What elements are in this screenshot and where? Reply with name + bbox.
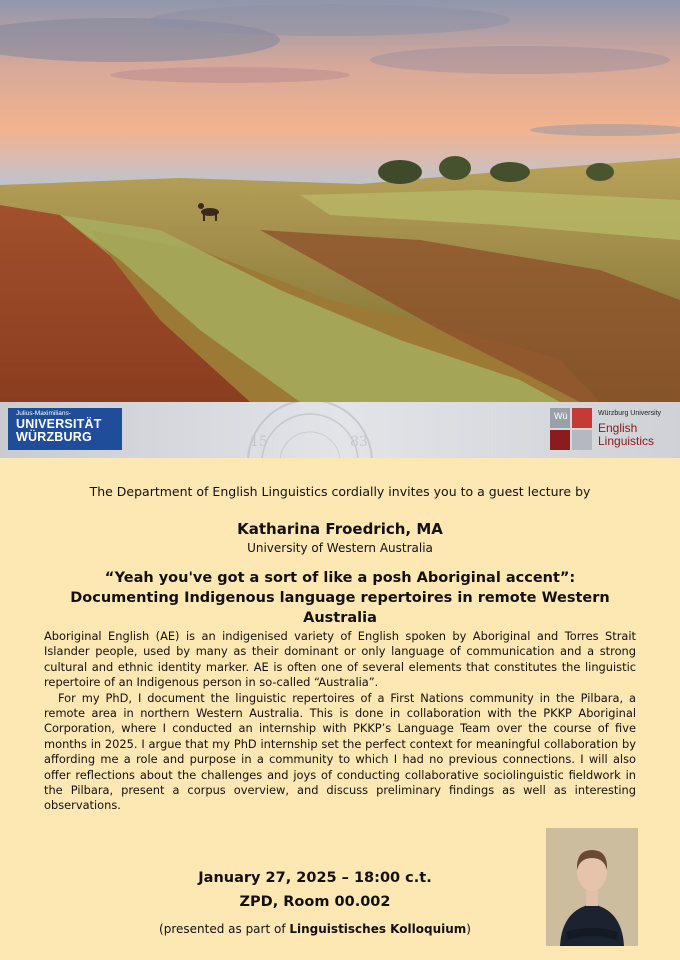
logo-english-text: English <box>598 421 638 435</box>
series-prefix: (presented as part of <box>159 922 290 936</box>
university-seal-watermark <box>150 402 470 458</box>
event-location: ZPD, Room 00.002 <box>239 894 391 910</box>
abstract-paragraph-2: For my PhD, I document the linguistic repertoires of a First Nations community in the Pilbara, a remote area in northern Western Australia. This is done in collaboration with the PKKP Aboriginal Corporation, where I conducted an internship with PKKP’s Language Team over the course of five months in 2025. I argue that my PhD internship set the perfect context for meaningful collaboration by affording me a role and purpose in a community to which I had no previous connections. I will also offer reflections about the challenges and joys of conducting collaborative sociolinguistic fieldwork in the Pilbara, present a corpus overview, and discuss preliminary findings as well as interesting observations. <box>44 690 636 813</box>
invitation-text: The Department of English Linguistics cordially invites you to a guest lecture by <box>89 484 591 499</box>
speaker-affiliation: University of Western Australia <box>247 541 433 555</box>
logo-mark-text: Wü <box>554 411 568 421</box>
hero-landscape-photo <box>0 0 680 402</box>
series-suffix: ) <box>466 922 471 936</box>
logo-linguistics-text: Linguistics <box>598 434 655 448</box>
university-wuerzburg-logo <box>8 408 122 450</box>
event-series <box>120 922 510 936</box>
series-name: Linguistisches Kolloquium <box>289 922 467 936</box>
university-logo-banner <box>0 402 680 458</box>
seal-year-left: 15 <box>250 434 268 450</box>
abstract-paragraph-1: Aboriginal English (AE) is an indigenised variety of English spoken by Aboriginal and Torres Strait Islander people, used by many as their dominant or only language of communication and a strong cultural and ethnic identity marker. AE is often one of several elements that constitutes the linguistic repertoire of an Indigenous person in so-called “Australia”. <box>44 629 636 690</box>
abstract <box>44 629 636 814</box>
english-linguistics-logo <box>550 408 674 454</box>
logo-university-text: Würzburg University <box>598 410 662 417</box>
logo-line-2: WÜRZBURG <box>16 430 92 444</box>
speaker-portrait-photo <box>546 828 638 946</box>
lecture-title <box>40 568 640 628</box>
logo-small-text: Julius-Maximilians- <box>16 410 71 417</box>
speaker-name: Katharina Froedrich, MA <box>237 520 443 538</box>
lecture-title-line-1: “Yeah you've got a sort of like a posh Aboriginal accent”: <box>104 570 576 586</box>
lecture-title-line-2: Documenting Indigenous language repertoires in remote Western Australia <box>70 590 610 626</box>
seal-year-right: 83 <box>350 434 368 450</box>
event-datetime: January 27, 2025 – 18:00 c.t. <box>198 870 432 886</box>
logo-line-1: UNIVERSITÄT <box>16 417 102 431</box>
